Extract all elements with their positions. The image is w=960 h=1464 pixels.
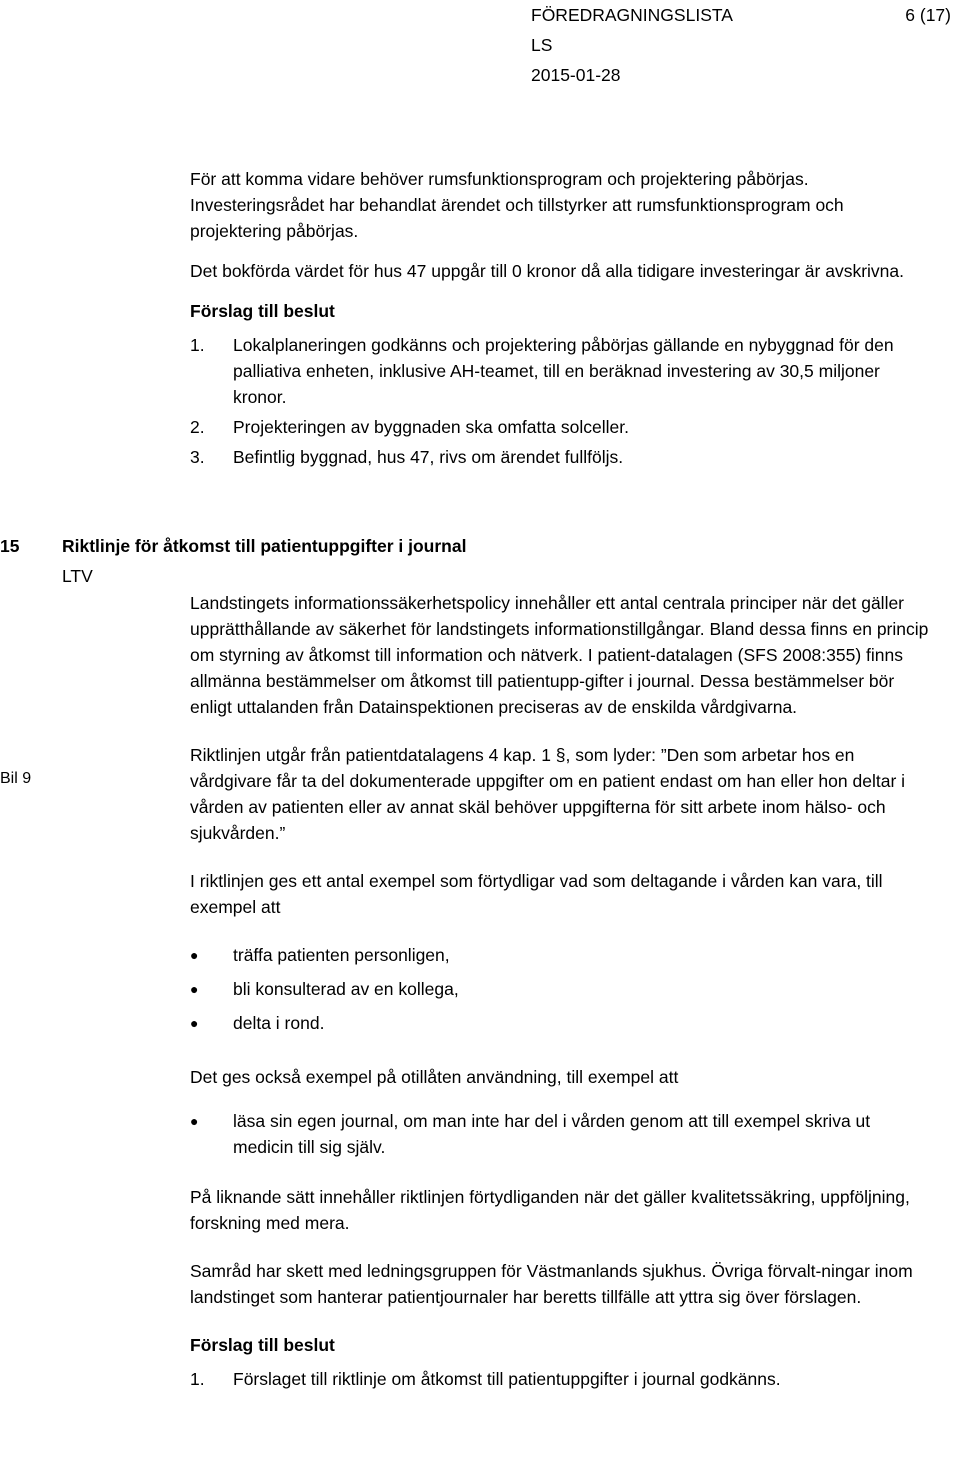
section-paragraph-6: Samråd har skett med ledningsgruppen för Västmanlands sjukhus. Övriga förvalt-ningar inom landstinget som hanterar patientjournaler har beretts tillfälle att yttra sig över förslagen.: [190, 1261, 913, 1307]
bullet-icon: ●: [190, 1015, 199, 1031]
document-date: 2015-01-28: [531, 65, 621, 85]
intro-paragraph-1: För att komma vidare behöver rumsfunktionsprogram och projektering påbörjas. Investeringsrådet har behandlat ärendet och tillstyrker att rumsfunktionsprogram och projektering påbörjas.: [190, 169, 844, 241]
section-code: LTV: [62, 566, 93, 586]
header-line-3: [531, 60, 951, 90]
list-item-text: Förslaget till riktlinje om åtkomst till patientuppgifter i journal godkänns.: [233, 1369, 781, 1389]
page-number: 6 (17): [905, 5, 951, 25]
list-item: [190, 414, 930, 440]
list-item-number: 2.: [190, 417, 205, 437]
section-paragraph-1: Landstingets informationssäkerhetspolicy innehåller ett antal centrala principer när det gäller upprätthållande av säkerhet för landstingets informationstillgångar. Bland dessa finns en princip om styrning av åtkomst till information och nätverk. I patient-datalagen (SFS 2008:355) finns allmänna bestämmelser om åtkomst till patientupp-gifter i journal. Dessa bestämmelser bör enligt uttalanden från Datainspektionen preciseras av de enskilda vårdgivarna.: [190, 593, 929, 717]
list-item: [190, 1108, 930, 1160]
intro-paragraph-2: Det bokförda värdet för hus 47 uppgår till 0 kronor då alla tidigare investeringar är avskrivna.: [190, 261, 904, 281]
section-paragraph-5: På liknande sätt innehåller riktlinjen förtydliganden när det gäller kvalitetssäkring, uppföljning, forskning med mera.: [190, 1187, 910, 1233]
list-item: [190, 444, 930, 470]
intro-proposal-heading: Förslag till beslut: [190, 301, 335, 321]
list-item-text: Lokalplaneringen godkänns och projektering påbörjas gällande en nybyggnad för den palliativa enheten, inklusive AH-teamet, till en beräknad investering av 30,5 miljoner kronor.: [233, 335, 894, 407]
list-item: [190, 942, 930, 968]
document-header: [531, 0, 951, 90]
list-item-text: Befintlig byggnad, hus 47, rivs om ärendet fullföljs.: [233, 447, 624, 467]
header-line-2: [531, 30, 951, 60]
section-proposal-list: [190, 1366, 930, 1392]
list-item: [190, 332, 930, 410]
bullet-icon: ●: [190, 1113, 199, 1129]
bullet-icon: ●: [190, 981, 199, 997]
list-item-number: 3.: [190, 447, 205, 467]
list-item-number: 1.: [190, 335, 205, 355]
list-item-number: 1.: [190, 1369, 205, 1389]
section-paragraph-4: Det ges också exempel på otillåten användning, till exempel att: [190, 1067, 679, 1087]
section-number: 15: [0, 536, 20, 556]
list-item-text: läsa sin egen journal, om man inte har del i vården genom att till exempel skriva ut medicin till sig själv.: [233, 1111, 871, 1157]
intro-block: [190, 166, 930, 470]
list-item-text: träffa patienten personligen,: [233, 945, 450, 965]
organization-code: LS: [531, 35, 553, 55]
document-type: FÖREDRAGNINGSLISTA: [531, 5, 733, 25]
section-title: Riktlinje för åtkomst till patientuppgifter i journal: [62, 536, 467, 556]
list-item: [190, 1366, 930, 1392]
allowed-examples-list: [190, 942, 930, 1036]
list-item-text: bli konsulterad av en kollega,: [233, 979, 459, 999]
header-line-1: [531, 0, 951, 30]
list-item-text: delta i rond.: [233, 1013, 325, 1033]
attachment-reference: Bil 9: [0, 770, 32, 787]
section-proposal-heading: Förslag till beslut: [190, 1335, 335, 1355]
intro-proposal-list: [190, 332, 930, 470]
list-item: [190, 1010, 930, 1036]
list-item: [190, 976, 930, 1002]
section-body: [190, 590, 930, 1392]
disallowed-examples-list: [190, 1108, 930, 1160]
bullet-icon: ●: [190, 947, 199, 963]
list-item-text: Projekteringen av byggnaden ska omfatta solceller.: [233, 417, 629, 437]
section-paragraph-3: I riktlinjen ges ett antal exempel som förtydligar vad som deltagande i vården kan vara, till exempel att: [190, 871, 883, 917]
section-paragraph-2: Riktlinjen utgår från patientdatalagens 4 kap. 1 §, som lyder: ”Den som arbetar hos en vårdgivare får ta del dokumenterade uppgifter om en patient endast om han eller hon deltar i vården av patienten eller av annat skäl behöver uppgifterna för sitt arbete inom hälso- och sjukvården.”: [190, 745, 906, 843]
